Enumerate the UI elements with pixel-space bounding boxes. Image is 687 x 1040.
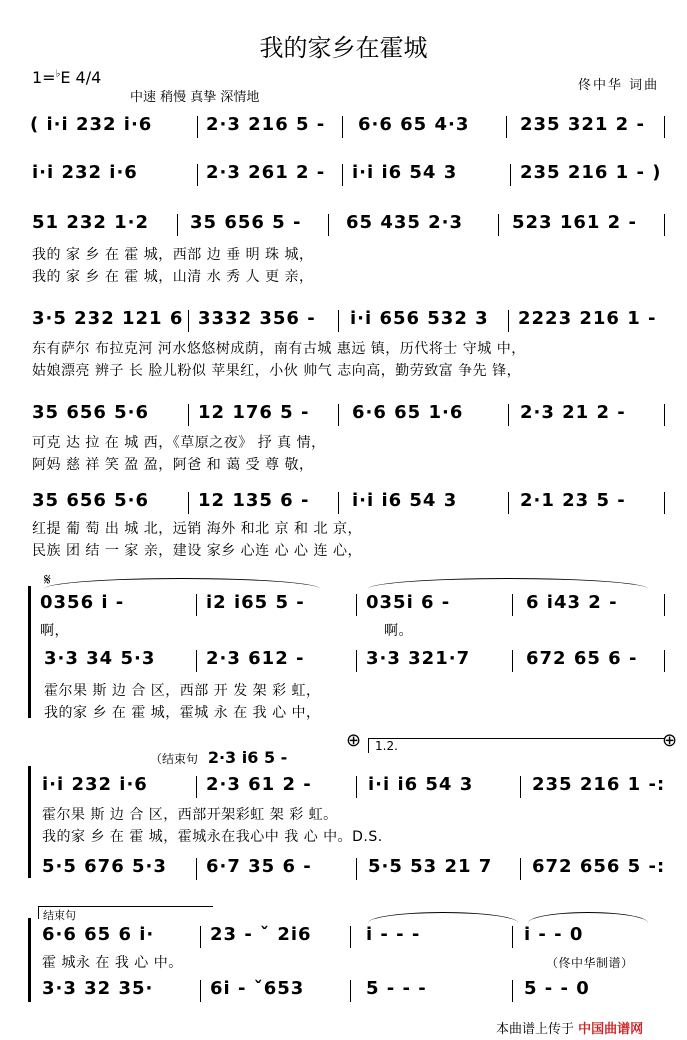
barline	[197, 116, 198, 138]
measure: 2·3 216 5 -	[206, 114, 326, 135]
measure: 51 232 1·2	[32, 212, 150, 233]
lyric-line	[0, 540, 687, 560]
barline	[498, 214, 499, 236]
barline	[188, 310, 189, 332]
intro-row-2	[0, 162, 687, 190]
barline	[664, 492, 665, 514]
lyric-line	[0, 804, 687, 824]
key-signature	[32, 68, 101, 87]
lyric-text: 霍尔果 斯 边 合 区，西部开架彩虹 架 彩 虹。	[42, 807, 338, 823]
measure: 12 135 6 -	[198, 490, 310, 511]
measure: 65 435 2·3	[346, 212, 464, 233]
measure: 3332 356 -	[198, 308, 316, 329]
measure: i·i i6 54 3	[352, 490, 458, 511]
lyric-text: 啊，	[40, 623, 69, 639]
measure: 2·3 261 2 -	[206, 162, 326, 183]
barline	[328, 214, 329, 236]
end-phrase-marker	[150, 748, 287, 767]
barline	[177, 214, 178, 236]
lyric-line	[0, 244, 687, 264]
segno-sign: 𝄋	[44, 570, 51, 589]
barline	[512, 594, 513, 616]
composer-credit: 佟中华 词曲	[578, 78, 660, 93]
barline	[664, 404, 665, 426]
coda-label-box	[38, 906, 213, 922]
measure: 12 176 5 -	[198, 402, 310, 423]
barline	[520, 776, 521, 798]
barline	[197, 164, 198, 186]
verse-notes-2	[0, 308, 687, 336]
measure: 3·3 34 5·3	[44, 648, 156, 669]
measure: 6i - ˇ653	[210, 978, 305, 999]
ending-low-notes	[0, 856, 687, 884]
song-title: 我的家乡在霍城	[259, 34, 428, 62]
barline	[512, 926, 513, 948]
lyric-line	[0, 702, 687, 722]
barline	[196, 858, 197, 880]
verse-notes-1	[0, 212, 687, 240]
measure: 235 216 1 -:	[532, 774, 666, 795]
coda-icon: ⊕	[346, 730, 362, 751]
coda-top-notes	[0, 924, 687, 952]
barline	[342, 116, 343, 138]
barline	[664, 650, 665, 672]
verse-notes-4	[0, 490, 687, 518]
end-phrase-notes: 2·3 i6 5 -	[207, 748, 288, 767]
lyric-text: 红提 葡 萄 出 城 北，远销 海外 和北 京 和 北 京，	[32, 521, 362, 537]
key-rest: E 4/4	[60, 68, 102, 87]
measure: 235 216 1 - )	[520, 162, 662, 183]
measure: 0356 i -	[40, 592, 125, 613]
lyric-text: 我的 家 乡 在 霍 城，山清 水 秀 人 更 亲，	[32, 269, 314, 285]
barline	[508, 404, 509, 426]
barline	[508, 492, 509, 514]
upload-footer	[496, 1018, 643, 1037]
coda-low-notes	[0, 978, 687, 1006]
barline	[506, 116, 507, 138]
measure: 23 - ˇ 2i6	[210, 924, 312, 945]
measure: 35 656 5·6	[32, 490, 150, 511]
barline	[356, 594, 357, 616]
barline	[512, 650, 513, 672]
barline	[196, 594, 197, 616]
lyric-line	[0, 432, 687, 452]
measure: 6·7 35 6 -	[206, 856, 312, 877]
measure: i·i 232 i·6	[32, 162, 138, 183]
site-logo[interactable]: 中国曲谱网	[578, 1022, 644, 1037]
barline	[508, 310, 509, 332]
barline	[196, 650, 197, 672]
volta-label: 1.2.	[375, 739, 398, 753]
tie-arc	[528, 912, 648, 923]
measure: 2·3 61 2 -	[206, 774, 312, 795]
lyric-line	[0, 454, 687, 474]
coda-label: 结束句	[43, 909, 76, 922]
tie-arc	[44, 578, 320, 589]
lyric-text: 我的家 乡 在 霍 城，霍城永在我心中 我 心 中。D.S.	[42, 829, 383, 845]
measure: 3·3 32 35·	[42, 978, 154, 999]
measure: 5 - - -	[366, 978, 427, 999]
barline	[356, 650, 357, 672]
lyric-text: 姑娘漂亮 辨子 长 脸儿粉似 苹果红，小伙 帅气 志向高，勤劳致富 争先 锋，	[32, 363, 522, 379]
measure: i·i i6 54 3	[352, 162, 458, 183]
barline	[196, 776, 197, 798]
barline	[356, 776, 357, 798]
measure: 35 656 5·6	[32, 402, 150, 423]
measure: 2223 216 1 -	[518, 308, 657, 329]
measure: 3·3 321·7	[366, 648, 471, 669]
lyric-line	[0, 360, 687, 380]
measure: 672 656 5 -:	[532, 856, 666, 877]
measure: i·i 656 532 3	[350, 308, 489, 329]
barline	[664, 594, 665, 616]
transcriber-credit: （佟中华制谱）	[546, 956, 634, 970]
barline	[200, 980, 201, 1002]
lyric-text: 我的家 乡 在 霍 城，霍城 永 在 我 心 中，	[44, 705, 321, 721]
barline	[510, 164, 511, 186]
chorus-low-notes	[0, 648, 687, 676]
barline	[350, 926, 351, 948]
lyric-text: 阿妈 慈 祥 笑 盈 盈，阿爸 和 蔼 受 尊 敬，	[32, 457, 314, 473]
volta-bracket	[368, 738, 665, 753]
barline	[188, 404, 189, 426]
measure: 6·6 65 1·6	[352, 402, 464, 423]
barline	[338, 492, 339, 514]
measure: 672 65 6 -	[526, 648, 638, 669]
key-flat: ♭	[55, 68, 61, 80]
coda-lyrics	[0, 952, 687, 972]
measure: 2·3 21 2 -	[520, 402, 626, 423]
lyric-line	[0, 518, 687, 538]
measure: 2·3 612 -	[206, 648, 305, 669]
barline	[188, 492, 189, 514]
measure: ( i·i 232 i·6	[30, 114, 153, 135]
measure: i·i 232 i·6	[42, 774, 148, 795]
end-phrase-label: （结束句	[150, 752, 199, 766]
lyric-line	[0, 338, 687, 358]
measure: 35 656 5 -	[190, 212, 302, 233]
key-prefix: 1=	[32, 68, 56, 87]
barline	[664, 214, 665, 236]
barline	[200, 926, 201, 948]
intro-row-1	[0, 114, 687, 142]
measure: 235 321 2 -	[520, 114, 645, 135]
measure: 6 i43 2 -	[526, 592, 618, 613]
tempo-marking: 中速 稍慢 真挚 深情地	[130, 90, 260, 105]
lyric-text: 可克 达 拉 在 城 西，《草原之夜》 抒 真 情，	[32, 435, 326, 451]
lyric-text: 啊。	[384, 623, 413, 639]
measure: i - - 0	[524, 924, 584, 945]
barline	[664, 116, 665, 138]
barline	[356, 858, 357, 880]
measure: 523 161 2 -	[512, 212, 637, 233]
lyric-text: 民族 团 结 一 家 亲，建设 家乡 心连 心 心 连 心，	[32, 543, 362, 559]
ah-lyrics	[0, 620, 687, 640]
measure: 3·5 232 121 6	[32, 308, 184, 329]
lyric-line	[0, 680, 687, 700]
barline	[342, 164, 343, 186]
barline	[512, 980, 513, 1002]
ending-top-notes	[0, 774, 687, 802]
verse-notes-3	[0, 402, 687, 430]
chorus-top-notes	[0, 592, 687, 620]
measure: 6·6 65 4·3	[358, 114, 470, 135]
lyric-text: 我的 家 乡 在 霍 城，西部 边 垂 明 珠 城，	[32, 247, 314, 263]
measure: 5·5 53 21 7	[368, 856, 493, 877]
tie-arc	[368, 912, 518, 923]
coda-icon: ⊕	[662, 730, 678, 751]
measure: i - - -	[366, 924, 421, 945]
lyric-line	[0, 826, 687, 846]
lyric-text: 霍尔果 斯 边 合 区，西部 开 发 架 彩 虹，	[44, 683, 321, 699]
measure: i2 i65 5 -	[206, 592, 305, 613]
measure: 5·5 676 5·3	[42, 856, 167, 877]
upload-text: 本曲谱上传于	[496, 1022, 575, 1037]
lyric-text: 霍 城永 在 我 心 中。	[42, 955, 183, 971]
measure: 2·1 23 5 -	[520, 490, 626, 511]
measure: 6·6 65 6 i·	[42, 924, 155, 945]
barline	[520, 858, 521, 880]
barline	[338, 310, 339, 332]
barline	[338, 404, 339, 426]
tie-arc	[368, 578, 648, 589]
measure: i·i i6 54 3	[368, 774, 474, 795]
barline	[350, 980, 351, 1002]
measure: 5 - - 0	[524, 978, 590, 999]
lyric-line	[0, 266, 687, 286]
lyric-text: 东有萨尔 布拉克河 河水悠悠树成荫，南有古城 惠远 镇，历代将士 守城 中，	[32, 341, 526, 357]
measure: 035i 6 -	[366, 592, 451, 613]
